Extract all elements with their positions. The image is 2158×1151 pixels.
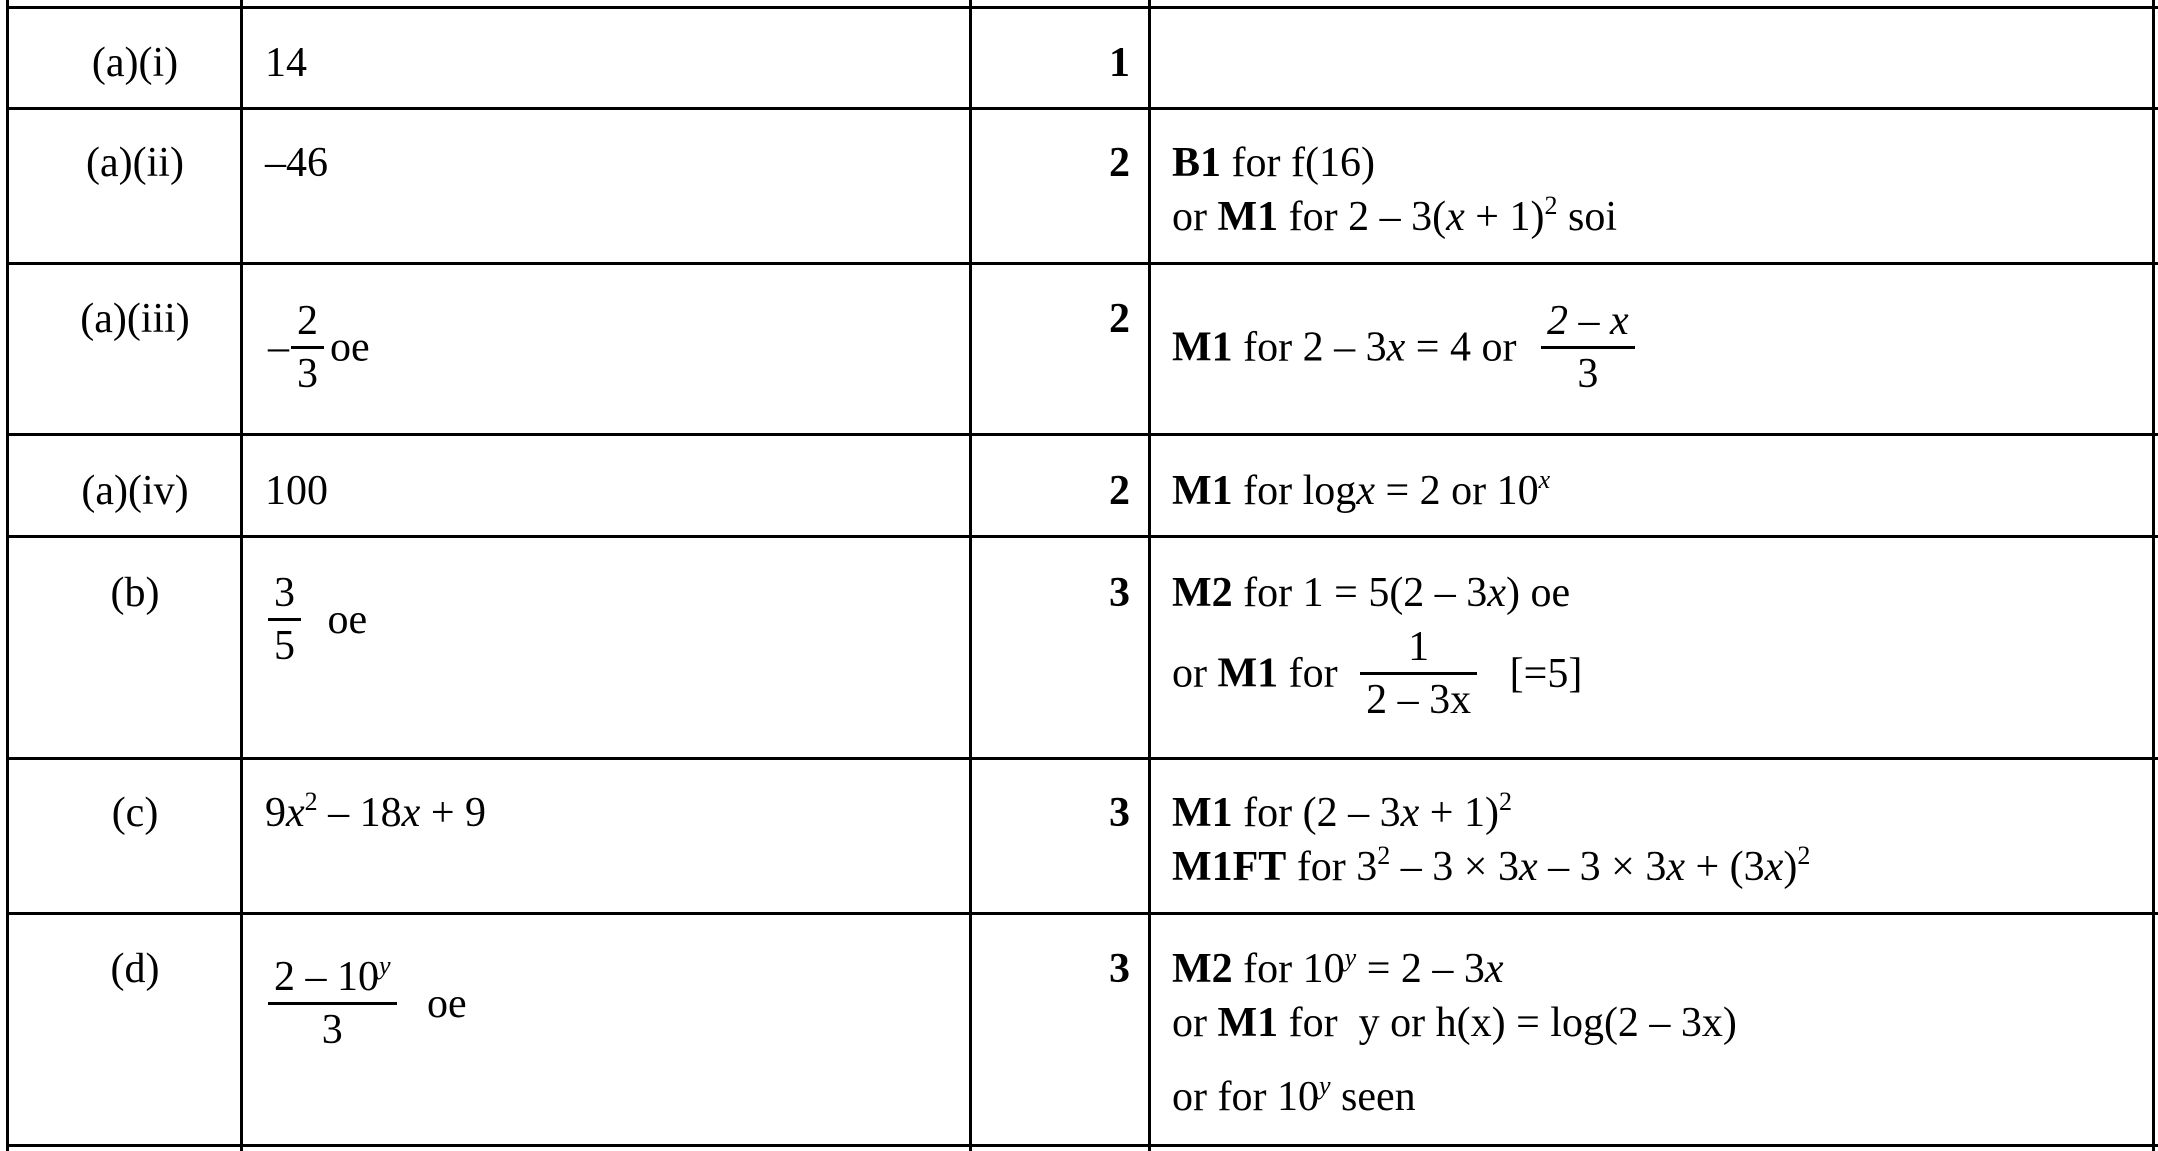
- mark-code: M2: [1172, 946, 1233, 992]
- rule-col-4: [2152, 0, 2155, 1151]
- answer: $\frac{2 - 10^y}{3}$ oe: [268, 956, 467, 1051]
- rule-col-0: [6, 0, 9, 1151]
- rule-bottom: [6, 1144, 2158, 1147]
- part-label: (a)(ii): [86, 140, 184, 186]
- guidance-line: M2 for 1 = 5(2 – 3x) oe: [1172, 570, 1571, 616]
- mark-code: M1: [1172, 324, 1233, 371]
- part-label: (a)(iv): [81, 468, 189, 514]
- answer: – $\frac{2}{3}$ oe: [268, 298, 370, 397]
- rule-row-3: [6, 433, 2158, 436]
- rule-row-2: [6, 262, 2158, 265]
- guidance-line: M1FT for $3^2 - 3 \times 3x - 3 \times 3x + (3x)^2$: [1172, 841, 1811, 890]
- answer-fraction: $\frac{3}{5}$: [268, 572, 301, 667]
- answer: $\frac{3}{5}$ oe: [268, 572, 367, 667]
- guidance-line: or for 10$^y$ seen: [1172, 1071, 1416, 1120]
- guidance-line: M1 for logx = 2 or 10$^x$: [1172, 465, 1551, 514]
- answer: 100: [265, 468, 328, 514]
- rule-col-2: [969, 0, 972, 1151]
- part-label: (a)(iii): [80, 296, 190, 342]
- mark: 2: [1109, 296, 1130, 342]
- rule-row-4: [6, 535, 2158, 538]
- rule-row-1: [6, 107, 2158, 110]
- mark-code: M2: [1172, 570, 1233, 616]
- answer-fraction: $\frac{2 - 10^y}{3}$: [268, 956, 397, 1051]
- guidance-line: M1 for 2 – 3x = 4 or $\frac{2 - x}{3}$: [1172, 300, 1641, 395]
- mark: 3: [1109, 790, 1130, 836]
- rule-row-5: [6, 757, 2158, 760]
- mark-code: M1: [1217, 194, 1279, 240]
- answer: 14: [265, 40, 307, 86]
- guidance-line: B1 for f(16): [1172, 140, 1375, 186]
- answer: –46: [265, 140, 328, 186]
- rule-row-6: [6, 912, 2158, 915]
- guidance-fraction: $\frac{1}{2 - 3x}$: [1360, 626, 1477, 721]
- rule-top: [6, 6, 2158, 9]
- guidance-line: M2 for $10^y = 2 - 3x$: [1172, 943, 1504, 992]
- mark-code: M1: [1172, 468, 1233, 514]
- mark: 3: [1109, 570, 1130, 616]
- mark: 3: [1109, 946, 1130, 992]
- mark: 2: [1109, 140, 1130, 186]
- guidance-fraction: $\frac{2 - x}{3}$: [1541, 300, 1635, 395]
- answer: $9x^2 - 18x + 9$: [265, 787, 486, 836]
- part-label: (c): [111, 790, 159, 836]
- guidance-line: or M1 for $\frac{1}{2 - 3x}$ [=5]: [1172, 624, 1583, 723]
- guidance-line: M1 for $(2 - 3x + 1)^2$: [1172, 787, 1512, 836]
- part-label: (d): [110, 946, 160, 992]
- mark: 2: [1109, 468, 1130, 514]
- guidance-line: or M1 for y or h(x) = log(2 – 3x): [1172, 1000, 1737, 1046]
- mark-code: B1: [1172, 140, 1222, 186]
- mark: 1: [1109, 40, 1130, 86]
- mark-code: M1: [1172, 790, 1233, 836]
- part-label: (b): [110, 570, 160, 616]
- part-label: (a)(i): [91, 40, 179, 86]
- mark-code: M1: [1217, 650, 1279, 697]
- mark-code: M1: [1217, 1000, 1279, 1046]
- answer-fraction: $\frac{2}{3}$: [291, 300, 324, 395]
- rule-col-3: [1148, 0, 1151, 1151]
- mark-code: M1FT: [1172, 844, 1287, 890]
- guidance-line: or M1 for $2 - 3(x + 1)^2$ soi: [1172, 191, 1617, 240]
